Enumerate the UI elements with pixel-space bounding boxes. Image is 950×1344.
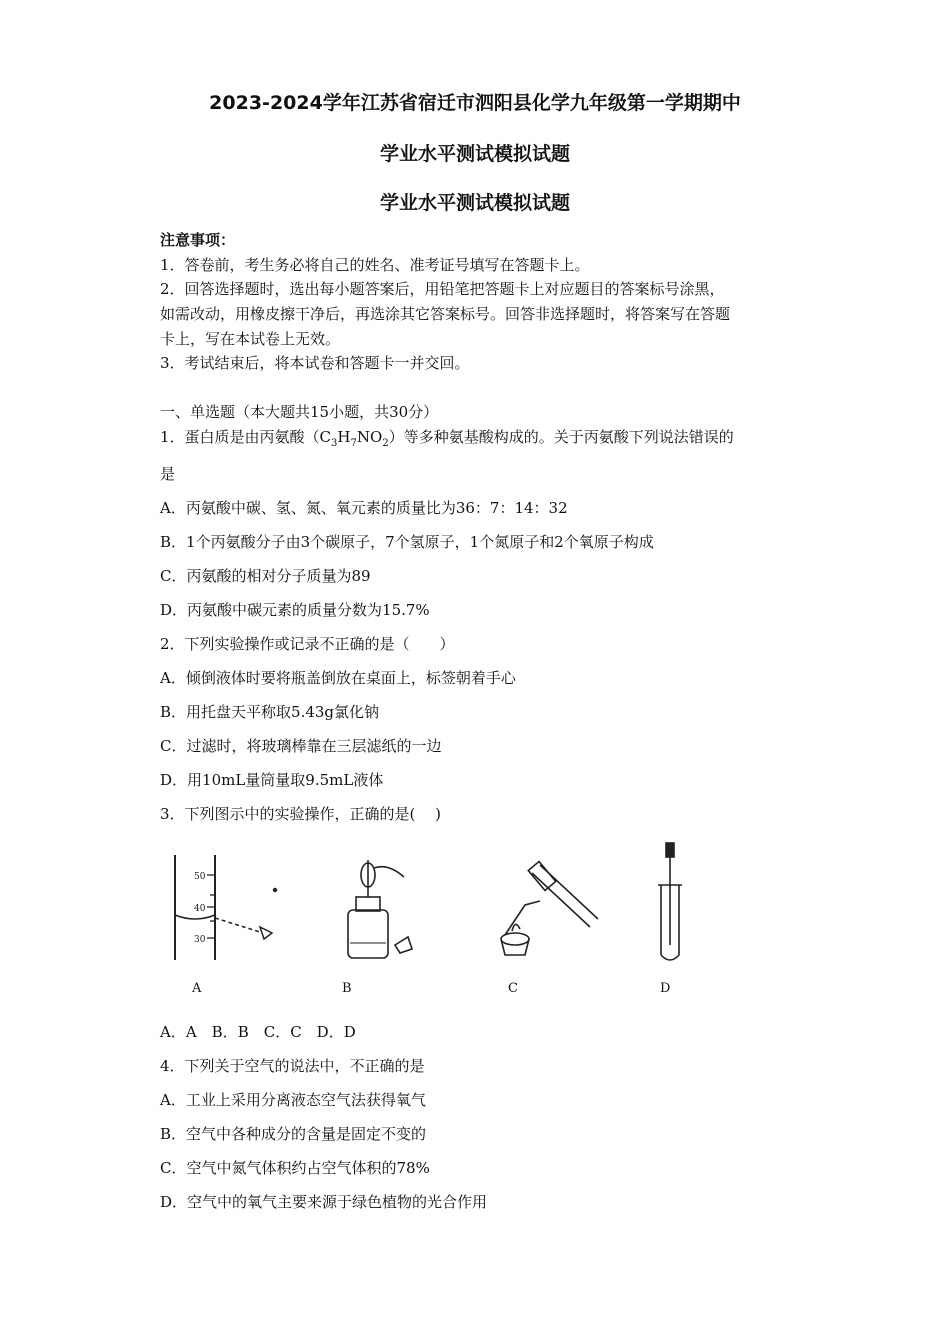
figure-a-cylinder: [175, 855, 276, 960]
q1-stem: 1．蛋白质是由丙氨酸$(C_3H_7NO_2)$等多种氨基酸构成的。关于丙氨酸下列说法错误的: [160, 428, 734, 449]
q4-stem: 4．下列关于空气的说法中，不正确的是: [160, 1057, 425, 1075]
title-line-3: 学业水平测试模拟试题: [379, 192, 570, 214]
q3-figure-svg: [160, 835, 720, 1010]
figure-b-dropper-bottle: [348, 860, 412, 958]
q1-option-a: A．丙氨酸中碳、氢、氮、氧元素的质量比为36：7：14：32: [160, 499, 568, 517]
q4-option-a: A．工业上采用分离液态空气法获得氧气: [160, 1091, 426, 1109]
q2-option-c: C．过滤时，将玻璃棒靠在三层滤纸的一边: [160, 737, 442, 755]
scale-tick-40: 40: [194, 904, 206, 914]
q1-option-c: C．丙氨酸的相对分子质量为89: [160, 567, 371, 585]
figure-d-test-tube: [658, 843, 682, 960]
q1-stem-cont: 是: [160, 465, 176, 483]
q3-figure: [160, 835, 720, 1010]
title-line-2: 学业水平测试模拟试题: [379, 143, 570, 165]
q3-stem: 3．下列图示中的实验操作，正确的是( ): [160, 805, 442, 823]
scale-tick-50: 50: [194, 872, 206, 882]
q2-stem: 2．下列实验操作或记录不正确的是（ ）: [160, 635, 455, 653]
figure-label-b: B: [342, 981, 352, 996]
figure-label-c: C: [508, 981, 518, 996]
figure-c-heating-tube: [501, 862, 598, 955]
q2-option-b: B．用托盘天平称取5.43g氯化钠: [160, 703, 380, 721]
q1-option-b: B．1个丙氨酸分子由3个碳原子，7个氢原子，1个氮原子和2个氧原子构成: [160, 533, 654, 551]
q4-option-b: B．空气中各种成分的含量是固定不变的: [160, 1125, 427, 1143]
q2-option-d: D．用10mL量筒量取9.5mL液体: [160, 771, 384, 789]
q2-option-a: A．倾倒液体时要将瓶盖倒放在桌面上，标签朝着手心: [160, 669, 516, 687]
title-line-1: 2023-2024学年江苏省宿迁市泗阳县化学九年级第一学期期中: [209, 92, 741, 114]
q4-option-c: C．空气中氮气体积约占空气体积的78%: [160, 1159, 430, 1177]
q1-option-d: D．丙氨酸中碳元素的质量分数为15.7%: [160, 601, 430, 619]
scale-tick-30: 30: [194, 935, 206, 945]
notice-item-2b: 如需改动，用橡皮擦干净后，再选涂其它答案标号。回答非选择题时，将答案写在答题: [160, 305, 731, 323]
q3-options: A．A B．B C．C D．D: [160, 1023, 356, 1041]
figure-label-d: D: [660, 981, 671, 996]
notice-item-1: 1．答卷前，考生务必将自己的姓名、准考证号填写在答题卡上。: [160, 256, 590, 274]
section-heading: 一、单选题（本大题共15小题，共30分）: [160, 403, 439, 421]
notice-item-3: 3．考试结束后，将本试卷和答题卡一并交回。: [160, 354, 470, 372]
notice-item-2c: 卡上，写在本试卷上无效。: [160, 330, 341, 348]
q4-option-d: D．空气中的氧气主要来源于绿色植物的光合作用: [160, 1193, 488, 1211]
figure-label-a: A: [192, 981, 202, 996]
notice-item-2a: 2．回答选择题时，选出每小题答案后，用铅笔把答题卡上对应题目的答案标号涂黑，: [160, 280, 725, 298]
notice-heading: 注意事项：: [160, 231, 236, 249]
